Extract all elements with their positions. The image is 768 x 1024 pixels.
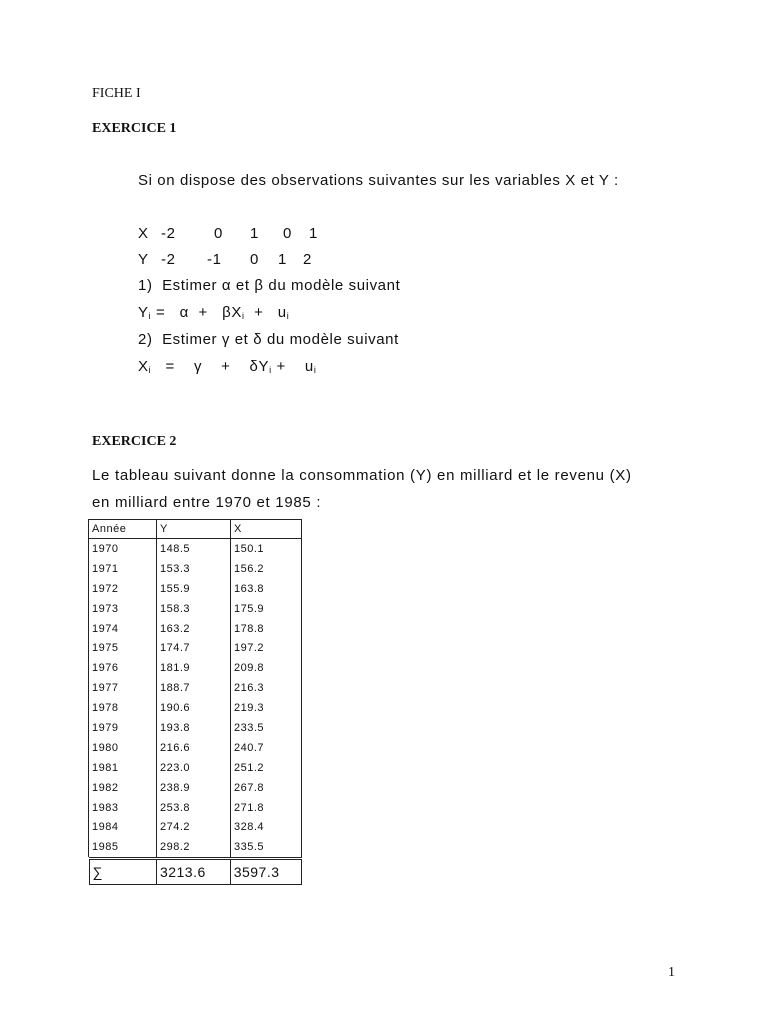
column-header-y: Y: [157, 520, 231, 539]
table-row: [89, 539, 302, 559]
y-label: Y: [138, 251, 149, 268]
cell-year: 1985: [89, 837, 157, 857]
y-value: 1: [278, 251, 287, 268]
cell-year: 1970: [89, 539, 157, 559]
cell-y: 153.3: [157, 559, 231, 579]
cell-x: 163.8: [231, 579, 302, 599]
cell-y: 188.7: [157, 678, 231, 698]
cell-x: 240.7: [231, 738, 302, 758]
cell-year: 1975: [89, 638, 157, 658]
cell-x: 328.4: [231, 817, 302, 837]
x-value: 1: [309, 225, 318, 242]
cell-year: 1974: [89, 619, 157, 639]
cell-x: 251.2: [231, 758, 302, 778]
cell-x: 267.8: [231, 778, 302, 798]
x-value: 1: [250, 225, 259, 242]
table-row: [89, 778, 302, 798]
y-value: -2: [161, 251, 176, 268]
cell-x: 219.3: [231, 698, 302, 718]
cell-x: 150.1: [231, 539, 302, 559]
cell-year: 1981: [89, 758, 157, 778]
model-1-equation: $Y_i = \alpha + \beta X_i + u_i$: [138, 304, 290, 321]
cell-y: 253.8: [157, 798, 231, 818]
cell-y: 193.8: [157, 718, 231, 738]
cell-x: 156.2: [231, 559, 302, 579]
total-x: 3597.3: [230, 859, 301, 885]
table-row: [89, 599, 302, 619]
cell-x: 175.9: [231, 599, 302, 619]
model-2-equation: $X_i$ = γ + $\delta Y_i$ + $u_i$: [138, 358, 317, 375]
y-value: 2: [303, 251, 312, 268]
y-value: -1: [207, 251, 222, 268]
cell-year: 1983: [89, 798, 157, 818]
table-row: [89, 758, 302, 778]
cell-year: 1978: [89, 698, 157, 718]
exercise-2-text-line-2: en milliard entre 1970 et 1985 :: [92, 494, 322, 511]
table-row: [89, 619, 302, 639]
table-row: [89, 559, 302, 579]
cell-year: 1971: [89, 559, 157, 579]
column-header-x: X: [231, 520, 302, 539]
cell-year: 1977: [89, 678, 157, 698]
cell-year: 1982: [89, 778, 157, 798]
x-value: -2: [161, 225, 176, 242]
cell-x: 209.8: [231, 658, 302, 678]
exercise-1-title: EXERCICE 1: [92, 121, 177, 136]
cell-x: 216.3: [231, 678, 302, 698]
cell-y: 181.9: [157, 658, 231, 678]
exercise-1-intro: Si on dispose des observations suivantes sur les variables X et Y :: [138, 172, 619, 189]
table-row: [89, 678, 302, 698]
cell-x: 271.8: [231, 798, 302, 818]
exercise-2-title: EXERCICE 2: [92, 434, 177, 449]
cell-y: 155.9: [157, 579, 231, 599]
table-total-row: [89, 857, 302, 885]
table-row: [89, 738, 302, 758]
exercise-2-text-line-1: Le tableau suivant donne la consommation (Y) en milliard et le revenu (X): [92, 467, 632, 484]
cell-year: 1980: [89, 738, 157, 758]
cell-y: 223.0: [157, 758, 231, 778]
cell-y: 238.9: [157, 778, 231, 798]
table-row: [89, 837, 302, 857]
column-header-year: Année: [89, 520, 157, 539]
x-value: 0: [214, 225, 223, 242]
x-label: X: [138, 225, 149, 242]
cell-y: 148.5: [157, 539, 231, 559]
y-value: 0: [250, 251, 259, 268]
cell-y: 216.6: [157, 738, 231, 758]
table-row: [89, 798, 302, 818]
cell-year: 1973: [89, 599, 157, 619]
table-row: [89, 658, 302, 678]
cell-x: 335.5: [231, 837, 302, 857]
page-number: 1: [668, 965, 675, 980]
cell-x: 233.5: [231, 718, 302, 738]
total-y: 3213.6: [156, 859, 230, 885]
cell-y: 163.2: [157, 619, 231, 639]
cell-year: 1972: [89, 579, 157, 599]
cell-y: 274.2: [157, 817, 231, 837]
cell-year: 1976: [89, 658, 157, 678]
cell-x: 178.8: [231, 619, 302, 639]
table-row: [89, 698, 302, 718]
cell-y: 174.7: [157, 638, 231, 658]
table-header-row: [89, 520, 302, 539]
cell-x: 197.2: [231, 638, 302, 658]
page-header: FICHE I: [92, 86, 141, 101]
x-value: 0: [283, 225, 292, 242]
cell-y: 158.3: [157, 599, 231, 619]
table-row: [89, 638, 302, 658]
table-row: [89, 718, 302, 738]
consumption-income-table: [88, 519, 302, 881]
cell-y: 298.2: [157, 837, 231, 857]
cell-year: 1984: [89, 817, 157, 837]
cell-year: 1979: [89, 718, 157, 738]
table-row: [89, 579, 302, 599]
question-1: 1) Estimer α et β du modèle suivant: [138, 277, 401, 294]
question-2: 2) Estimer γ et δ du modèle suivant: [138, 331, 399, 348]
sum-symbol: ∑: [89, 859, 156, 885]
table-row: [89, 817, 302, 837]
cell-y: 190.6: [157, 698, 231, 718]
